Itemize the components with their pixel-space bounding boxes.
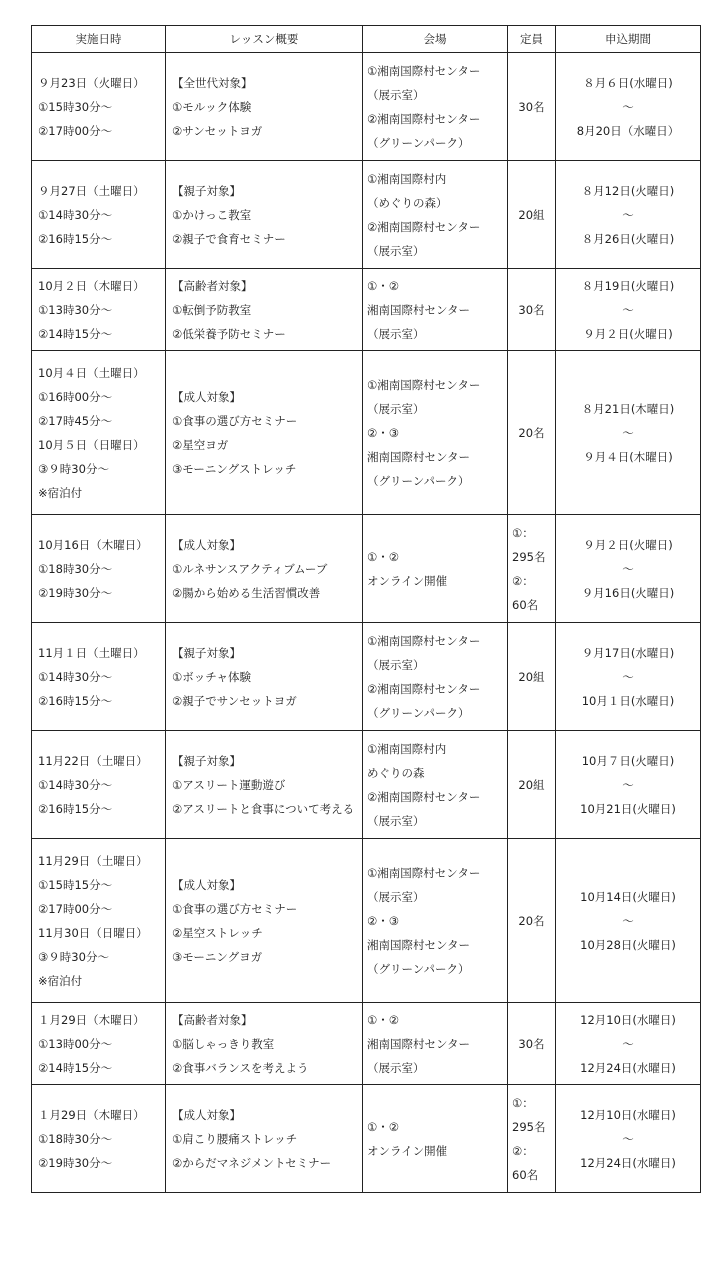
- lesson-line: ②アスリートと食事について考える: [172, 801, 355, 816]
- capacity-line: 30名: [518, 302, 545, 317]
- date-line: １月29日（木曜日）: [38, 1107, 145, 1122]
- date-line: ９月23日（火曜日）: [38, 75, 145, 90]
- table-row: [32, 515, 701, 623]
- venue-line: （展示室）: [367, 889, 425, 904]
- venue-line: 湘南国際村センター: [367, 449, 471, 464]
- period-line: ９月４日(木曜日): [583, 449, 673, 464]
- venue-line: （グリーンパーク）: [367, 135, 470, 150]
- period-line: 8月20日（水曜日）: [576, 123, 680, 138]
- lesson-line: ①かけっこ教室: [172, 207, 252, 222]
- period-cell: [556, 269, 701, 351]
- venue-line: ②湘南国際村センター: [367, 681, 481, 696]
- date-cell: [32, 161, 166, 269]
- period-line: ８月19日(火曜日): [581, 278, 675, 293]
- lesson-cell: [166, 53, 363, 161]
- capacity-cell: [508, 731, 556, 839]
- date-cell: [32, 269, 166, 351]
- venue-line: ②湘南国際村センター: [367, 219, 481, 234]
- capacity-line: 60名: [512, 597, 539, 612]
- capacity-line: 20名: [518, 913, 545, 928]
- lesson-line: ①食事の選び方セミナー: [172, 901, 298, 916]
- lesson-line: ①ボッチャ体験: [172, 669, 251, 684]
- period-line: 10月14日(火曜日): [580, 889, 676, 904]
- capacity-line: ②：: [512, 573, 534, 588]
- venue-line: ①湘南国際村センター: [367, 865, 481, 880]
- period-line: ～: [622, 207, 634, 222]
- date-line: ②19時30分～: [38, 585, 113, 600]
- date-line: 11月１日（土曜日）: [38, 645, 145, 660]
- capacity-line: ②：: [512, 1143, 534, 1158]
- header-date: 実施日時: [32, 26, 166, 53]
- venue-line: ②・③: [367, 913, 400, 928]
- venue-line: ①湘南国際村内: [367, 171, 447, 186]
- lesson-cell: [166, 269, 363, 351]
- table-row: [32, 839, 701, 1003]
- capacity-cell: [508, 269, 556, 351]
- capacity-line: ①：: [512, 1095, 534, 1110]
- period-line: ８月12日(火曜日): [581, 183, 675, 198]
- date-line: ②19時30分～: [38, 1155, 113, 1170]
- period-cell: [556, 623, 701, 731]
- venue-cell: [363, 351, 508, 515]
- venue-line: オンライン開催: [367, 573, 448, 588]
- table-row: [32, 351, 701, 515]
- lesson-line: ②星空ストレッチ: [172, 925, 263, 940]
- lesson-line: 【高齢者対象】: [172, 278, 253, 293]
- venue-line: ②湘南国際村センター: [367, 111, 481, 126]
- venue-line: ②・③: [367, 425, 400, 440]
- capacity-line: 20組: [518, 777, 545, 792]
- lesson-line: ①脳しゃっきり教室: [172, 1036, 275, 1051]
- date-cell: [32, 515, 166, 623]
- date-line: ①18時30分～: [38, 1131, 113, 1146]
- date-line: ②17時00分～: [38, 901, 113, 916]
- venue-line: ①湘南国際村センター: [367, 377, 481, 392]
- date-line: 10月２日（木曜日）: [38, 278, 145, 293]
- date-line: 10月５日（日曜日）: [38, 437, 145, 452]
- date-cell: [32, 351, 166, 515]
- period-line: ～: [622, 1036, 634, 1051]
- venue-line: （展示室）: [367, 657, 425, 672]
- venue-line: 湘南国際村センター: [367, 302, 471, 317]
- period-cell: [556, 351, 701, 515]
- capacity-line: ①：: [512, 525, 534, 540]
- date-line: ①18時30分～: [38, 561, 113, 576]
- period-line: ９月17日(水曜日): [581, 645, 675, 660]
- date-cell: [32, 839, 166, 1003]
- venue-line: （展示室）: [367, 326, 425, 341]
- date-line: 10月４日（土曜日）: [38, 365, 145, 380]
- lesson-line: ①アスリート運動遊び: [172, 777, 286, 792]
- date-line: ②16時15分～: [38, 801, 113, 816]
- capacity-line: 20組: [518, 669, 545, 684]
- venue-line: ①・②: [367, 278, 400, 293]
- schedule-table: [31, 25, 701, 1193]
- date-line: 11月30日（日曜日）: [38, 925, 148, 940]
- venue-line: （めぐりの森）: [367, 195, 448, 210]
- venue-line: （展示室）: [367, 1060, 425, 1075]
- period-line: 10月７日(火曜日): [581, 753, 675, 768]
- lesson-line: 【全世代対象】: [172, 75, 253, 90]
- date-line: 11月22日（土曜日）: [38, 753, 148, 768]
- table-row: [32, 623, 701, 731]
- capacity-line: 30名: [518, 99, 545, 114]
- capacity-line: 30名: [518, 1036, 545, 1051]
- date-cell: [32, 731, 166, 839]
- venue-line: （展示室）: [367, 401, 425, 416]
- lesson-line: ②腸から始める生活習慣改善: [172, 585, 321, 600]
- lesson-cell: [166, 623, 363, 731]
- date-line: ①14時30分～: [38, 669, 113, 684]
- venue-line: ①湘南国際村センター: [367, 63, 481, 78]
- venue-line: オンライン開催: [367, 1143, 448, 1158]
- period-line: 10月１日(水曜日): [581, 693, 675, 708]
- venue-line: ①・②: [367, 549, 400, 564]
- period-cell: [556, 515, 701, 623]
- period-line: ９月16日(火曜日): [581, 585, 675, 600]
- capacity-line: 295名: [512, 1119, 546, 1134]
- period-line: ９月２日(火曜日): [583, 537, 673, 552]
- period-line: 12月24日(水曜日): [580, 1060, 676, 1075]
- table-row: [32, 1085, 701, 1193]
- venue-cell: [363, 269, 508, 351]
- date-line: ②17時45分～: [38, 413, 113, 428]
- lesson-cell: [166, 1003, 363, 1085]
- venue-cell: [363, 731, 508, 839]
- venue-line: 湘南国際村センター: [367, 1036, 471, 1051]
- period-line: ～: [622, 669, 634, 684]
- date-line: ①16時00分～: [38, 389, 113, 404]
- table-row: [32, 53, 701, 161]
- lesson-line: 【親子対象】: [172, 645, 241, 660]
- capacity-cell: [508, 53, 556, 161]
- lesson-cell: [166, 731, 363, 839]
- lesson-line: ②からだマネジメントセミナー: [172, 1155, 332, 1170]
- period-line: 12月10日(水曜日): [580, 1012, 676, 1027]
- venue-cell: [363, 515, 508, 623]
- period-line: ～: [622, 425, 634, 440]
- period-line: ８月６日(水曜日): [583, 75, 673, 90]
- lesson-cell: [166, 515, 363, 623]
- date-line: 10月16日（木曜日）: [38, 537, 148, 552]
- venue-line: （グリーンパーク）: [367, 705, 470, 720]
- lesson-line: 【成人対象】: [172, 389, 241, 404]
- lesson-line: 【成人対象】: [172, 1107, 241, 1122]
- date-line: １月29日（木曜日）: [38, 1012, 145, 1027]
- date-line: ②17時00分～: [38, 123, 113, 138]
- capacity-cell: [508, 515, 556, 623]
- lesson-line: ①モルック体験: [172, 99, 252, 114]
- date-line: 11月29日（土曜日）: [38, 853, 148, 868]
- period-line: ～: [622, 777, 634, 792]
- lesson-line: ①食事の選び方セミナー: [172, 413, 298, 428]
- venue-line: ①・②: [367, 1012, 400, 1027]
- period-line: ８月21日(木曜日): [581, 401, 675, 416]
- header-period: 申込期間: [556, 26, 701, 53]
- table-row: [32, 1003, 701, 1085]
- lesson-line: ②低栄養予防セミナー: [172, 326, 286, 341]
- period-cell: [556, 53, 701, 161]
- period-line: ～: [622, 1131, 634, 1146]
- date-line: ②16時15分～: [38, 693, 113, 708]
- table-row: [32, 731, 701, 839]
- lesson-line: ②星空ヨガ: [172, 437, 229, 452]
- date-line: ①13時00分～: [38, 1036, 113, 1051]
- capacity-line: 60名: [512, 1167, 539, 1182]
- capacity-cell: [508, 839, 556, 1003]
- date-cell: [32, 53, 166, 161]
- venue-cell: [363, 1085, 508, 1193]
- period-line: ９月２日(火曜日): [583, 326, 673, 341]
- header-lesson: レッスン概要: [166, 26, 363, 53]
- period-line: 10月21日(火曜日): [580, 801, 676, 816]
- date-line: ９月27日（土曜日）: [38, 183, 145, 198]
- date-line: ①14時30分～: [38, 207, 113, 222]
- period-cell: [556, 839, 701, 1003]
- lesson-line: 【親子対象】: [172, 183, 241, 198]
- period-line: ～: [622, 302, 634, 317]
- date-cell: [32, 1003, 166, 1085]
- capacity-cell: [508, 351, 556, 515]
- date-line: ③９時30分～: [38, 949, 109, 964]
- period-line: ～: [622, 913, 634, 928]
- venue-line: めぐりの森: [367, 765, 425, 780]
- capacity-cell: [508, 1085, 556, 1193]
- venue-line: ①湘南国際村センター: [367, 633, 481, 648]
- lesson-line: ③モーニングストレッチ: [172, 461, 297, 476]
- lesson-line: ②親子でサンセットヨガ: [172, 693, 297, 708]
- period-cell: [556, 1003, 701, 1085]
- date-cell: [32, 1085, 166, 1193]
- date-line: ①15時15分～: [38, 877, 113, 892]
- date-line: ②14時15分～: [38, 1060, 113, 1075]
- capacity-cell: [508, 1003, 556, 1085]
- lesson-cell: [166, 351, 363, 515]
- period-cell: [556, 161, 701, 269]
- header-row: [32, 26, 701, 53]
- period-line: ８月26日(火曜日): [581, 231, 675, 246]
- lesson-line: ②親子で食育セミナー: [172, 231, 286, 246]
- date-line: ①15時30分～: [38, 99, 113, 114]
- date-line: ②14時15分～: [38, 326, 113, 341]
- header-venue: 会場: [363, 26, 508, 53]
- venue-cell: [363, 53, 508, 161]
- venue-line: 湘南国際村センター: [367, 937, 471, 952]
- lesson-line: 【成人対象】: [172, 537, 241, 552]
- lesson-line: 【成人対象】: [172, 877, 241, 892]
- venue-line: ①・②: [367, 1119, 400, 1134]
- lesson-cell: [166, 839, 363, 1003]
- period-line: ～: [622, 561, 634, 576]
- lesson-line: ①肩こり腰痛ストレッチ: [172, 1131, 298, 1146]
- period-line: ～: [622, 99, 634, 114]
- lesson-line: ②食事バランスを考えよう: [172, 1060, 309, 1075]
- date-line: ②16時15分～: [38, 231, 113, 246]
- date-line: ※宿泊付: [38, 485, 83, 500]
- lesson-line: ②サンセットヨガ: [172, 123, 263, 138]
- venue-line: （グリーンパーク）: [367, 473, 470, 488]
- period-line: 10月28日(火曜日): [580, 937, 676, 952]
- lesson-line: 【親子対象】: [172, 753, 241, 768]
- lesson-line: ①ルネサンスアクティブムーブ: [172, 561, 328, 576]
- header-capacity: 定員: [508, 26, 556, 53]
- lesson-line: ①転倒予防教室: [172, 302, 252, 317]
- period-line: 12月10日(水曜日): [580, 1107, 676, 1122]
- date-cell: [32, 623, 166, 731]
- table-row: [32, 161, 701, 269]
- capacity-line: 20組: [518, 207, 545, 222]
- period-cell: [556, 1085, 701, 1193]
- lesson-line: ③モーニングヨガ: [172, 949, 263, 964]
- venue-line: ①湘南国際村内: [367, 741, 447, 756]
- table-row: [32, 269, 701, 351]
- capacity-line: 295名: [512, 549, 546, 564]
- date-line: ③９時30分～: [38, 461, 109, 476]
- capacity-cell: [508, 161, 556, 269]
- capacity-cell: [508, 623, 556, 731]
- date-line: ①14時30分～: [38, 777, 113, 792]
- venue-line: （展示室）: [367, 813, 425, 828]
- venue-line: （展示室）: [367, 243, 425, 258]
- capacity-line: 20名: [518, 425, 545, 440]
- date-line: ①13時30分～: [38, 302, 113, 317]
- venue-cell: [363, 623, 508, 731]
- venue-line: （展示室）: [367, 87, 425, 102]
- lesson-line: 【高齢者対象】: [172, 1012, 253, 1027]
- period-line: 12月24日(水曜日): [580, 1155, 676, 1170]
- venue-line: ②湘南国際村センター: [367, 789, 481, 804]
- lesson-cell: [166, 1085, 363, 1193]
- date-line: ※宿泊付: [38, 973, 83, 988]
- period-cell: [556, 731, 701, 839]
- lesson-cell: [166, 161, 363, 269]
- venue-cell: [363, 839, 508, 1003]
- venue-cell: [363, 161, 508, 269]
- venue-line: （グリーンパーク）: [367, 961, 470, 976]
- venue-cell: [363, 1003, 508, 1085]
